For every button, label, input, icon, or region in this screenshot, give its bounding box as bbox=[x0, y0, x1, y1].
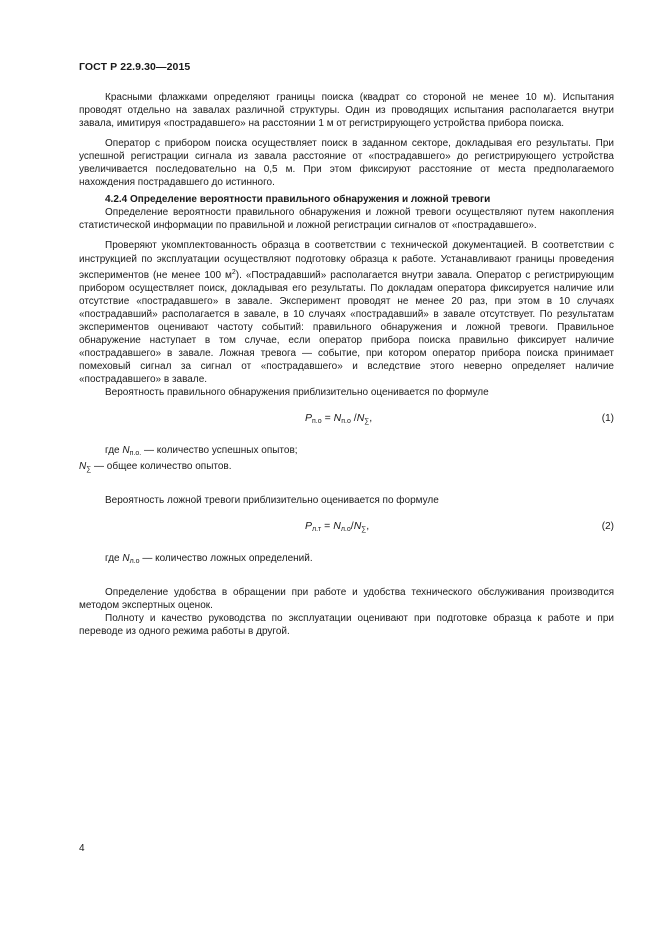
document-header: ГОСТ Р 22.9.30—2015 bbox=[79, 61, 191, 73]
paragraph: Оператор с прибором поиска осуществляет поиск в заданном секторе, докладывая его результаты. При успешной регистрации сигнала из завала расстояние от «пострадавшего» до регистрирующего устройства увеличивается последовательно на 0,5 м. При этом фиксируют расстояние от места предполагаемого нахождения пострадавшего до истинного. bbox=[79, 138, 614, 189]
formula-expression: $P_{л.т} = N_{л.о}/N_\sum$, bbox=[305, 520, 370, 534]
formula-number: (1) bbox=[601, 413, 614, 425]
paragraph: Вероятность ложной тревоги приблизительно оценивается по формуле bbox=[105, 495, 439, 507]
page-number: 4 bbox=[79, 843, 85, 854]
paragraph-text: Проверяют укомплектованность образца в соответствии с технической документацией. В соответствии с инструкцией по эксплуатации осуществляют подготовку образца к работе. Устанавливают границы проведения экспериментов (не менее 100 м bbox=[79, 240, 614, 281]
superscript: 2 bbox=[231, 268, 236, 276]
variable-definition: где $N_{п.о.}$ — количество успешных опытов; bbox=[105, 445, 298, 458]
variable-definition: $N_\sum$ — общее количество опытов. bbox=[79, 461, 232, 474]
paragraph: Полноту и качество руководства по эксплуатации оценивают при подготовке образца к работе и при переводе из одного режима работы в другой. bbox=[79, 613, 614, 638]
formula-expression: $P_{п.о} = N_{п.о}$ $/N_\sum$, bbox=[305, 412, 373, 426]
section-heading: 4.2.4 Определение вероятности правильного обнаружения и ложной тревоги bbox=[105, 194, 491, 206]
paragraph: Определение удобства в обращении при работе и удобства технического обслуживания производится методом экспертных оценок. bbox=[79, 587, 614, 612]
paragraph: Красными флажками определяют границы поиска (квадрат со стороной не менее 10 м). Испытания проводят отдельно на завалах различной структуры. Один из проводящих испытания располагается внутри завала, имитируя «пострадавшего» на расстоянии 1 м от регистрирующего устройства прибора поиска. bbox=[79, 92, 614, 130]
formula-number: (2) bbox=[601, 521, 614, 533]
paragraph: Определение вероятности правильного обнаружения и ложной тревоги осуществляют путем накопления статистической информации по правильной и ложной регистрации сигналов от «пострадавшего». bbox=[79, 207, 614, 232]
page-content bbox=[79, 91, 614, 638]
formula-1 bbox=[79, 412, 614, 438]
formula-2 bbox=[79, 520, 614, 546]
paragraph-text: ). «Пострадавший» располагается внутри завала. Оператор с регистрирующим прибором осуществляет поиск, докладывая его результаты. По докладам оператора фиксируется наличие или отсутствие «пострадавшего» в завале. Эксперимент проводят не менее 20 раз, при этом в 10 случаях «пострадавший» располагается в завале, в 10 случаях «пострадавший» в завале отсутствует. По результатам экспериментов оценивают частоту событий: правильного обнаружения и ложной тревоги. Правильное обнаружение наступает в том случае, если оператор прибора поиска правильно фиксирует наличие «пострадавшего» в завале. Ложная тревога — событие, при котором оператор прибора поиска принимает помеховый сигнал за сигнал от «пострадавшего» и вследствие этого неверно определяет наличие «пострадавшего» в завале. bbox=[79, 269, 615, 385]
variable-definition: где $N_{л.о}$ — количество ложных определений. bbox=[105, 553, 313, 566]
paragraph: Вероятность правильного обнаружения приблизительно оценивается по формуле bbox=[105, 386, 489, 398]
paragraph bbox=[79, 239, 614, 386]
